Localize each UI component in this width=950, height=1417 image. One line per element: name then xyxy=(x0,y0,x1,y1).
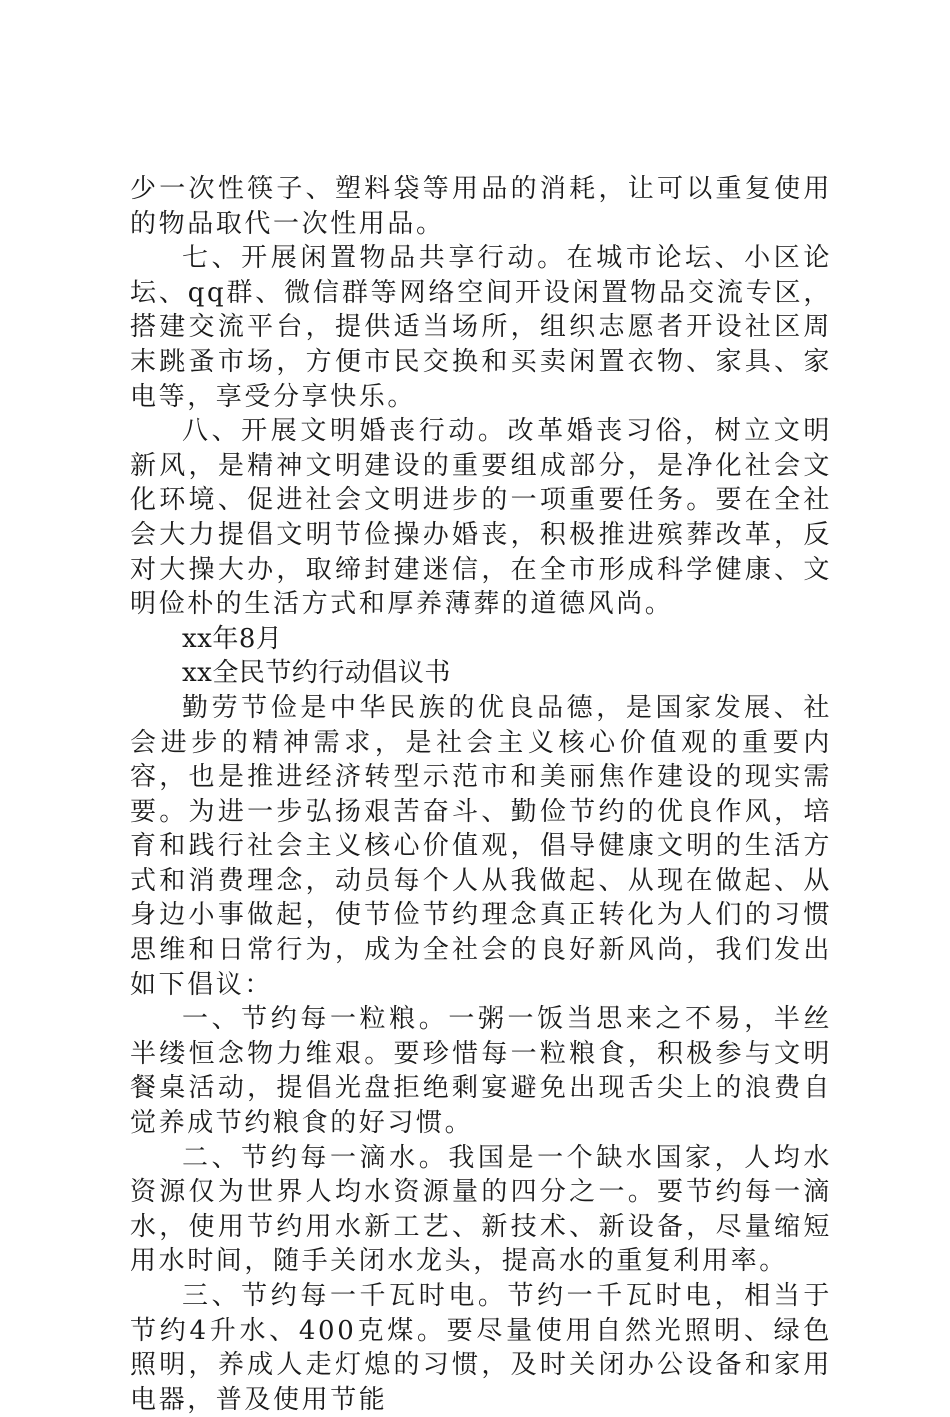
paragraph-item-one: 一、节约每一粒粮。一粥一饭当思来之不易，半丝半缕恒念物力维艰。要珍惜每一粒粮食，积极参与文明餐桌活动，提倡光盘拒绝剩宴避免出现舌尖上的浪费自觉养成节约粮食的好习惯。 xyxy=(130,1004,832,1139)
paragraph-item-three: 三、节约每一千瓦时电。节约一千瓦时电，相当于节约4升水、400克煤。要尽量使用自然光照明、绿色照明，养成人走灯熄的习惯，及时关闭办公设备和家用电器，普及使用节能 xyxy=(130,1281,832,1415)
document-body xyxy=(130,172,832,1417)
paragraph-continuation: 少一次性筷子、塑料袋等用品的消耗，让可以重复使用的物品取代一次性用品。 xyxy=(130,174,832,239)
paragraph-intro: 勤劳节俭是中华民族的优良品德，是国家发展、社会进步的精神需求，是社会主义核心价值观的重要内容，也是推进经济转型示范市和美丽焦作建设的现实需要。为进一步弘扬艰苦奋斗、勤俭节约的优良作风，培育和践行社会主义核心价值观，倡导健康文明的生活方式和消费理念，动员每个人从我做起、从现在做起、从身边小事做起，使节俭节约理念真正转化为人们的习惯思维和日常行为，成为全社会的良好新风尚，我们发出如下倡议： xyxy=(130,692,832,1000)
date-line: xx年8月 xyxy=(182,623,283,654)
paragraph-item-eight: 八、开展文明婚丧行动。改革婚丧习俗，树立文明新风，是精神文明建设的重要组成部分，是净化社会文化环境、促进社会文明进步的一项重要任务。要在全社会大力提倡文明节俭操办婚丧，积极推进殡葬改革，反对大操大办，取缔封建迷信，在全市形成科学健康、文明俭朴的生活方式和厚养薄葬的道德风尚。 xyxy=(130,416,832,620)
proposal-title: xx全民节约行动倡议书 xyxy=(182,658,451,689)
paragraph-item-seven: 七、开展闲置物品共享行动。在城市论坛、小区论坛、qq群、微信群等网络空间开设闲置物品交流专区，搭建交流平台，提供适当场所，组织志愿者开设社区周末跳蚤市场，方便市民交换和买卖闲置衣物、家具、家电等，享受分享快乐。 xyxy=(130,243,832,412)
paragraph-item-two: 二、节约每一滴水。我国是一个缺水国家，人均水资源仅为世界人均水资源量的四分之一。要节约每一滴水，使用节约用水新工艺、新技术、新设备，尽量缩短用水时间，随手关闭水龙头，提高水的重复利用率。 xyxy=(130,1142,832,1277)
